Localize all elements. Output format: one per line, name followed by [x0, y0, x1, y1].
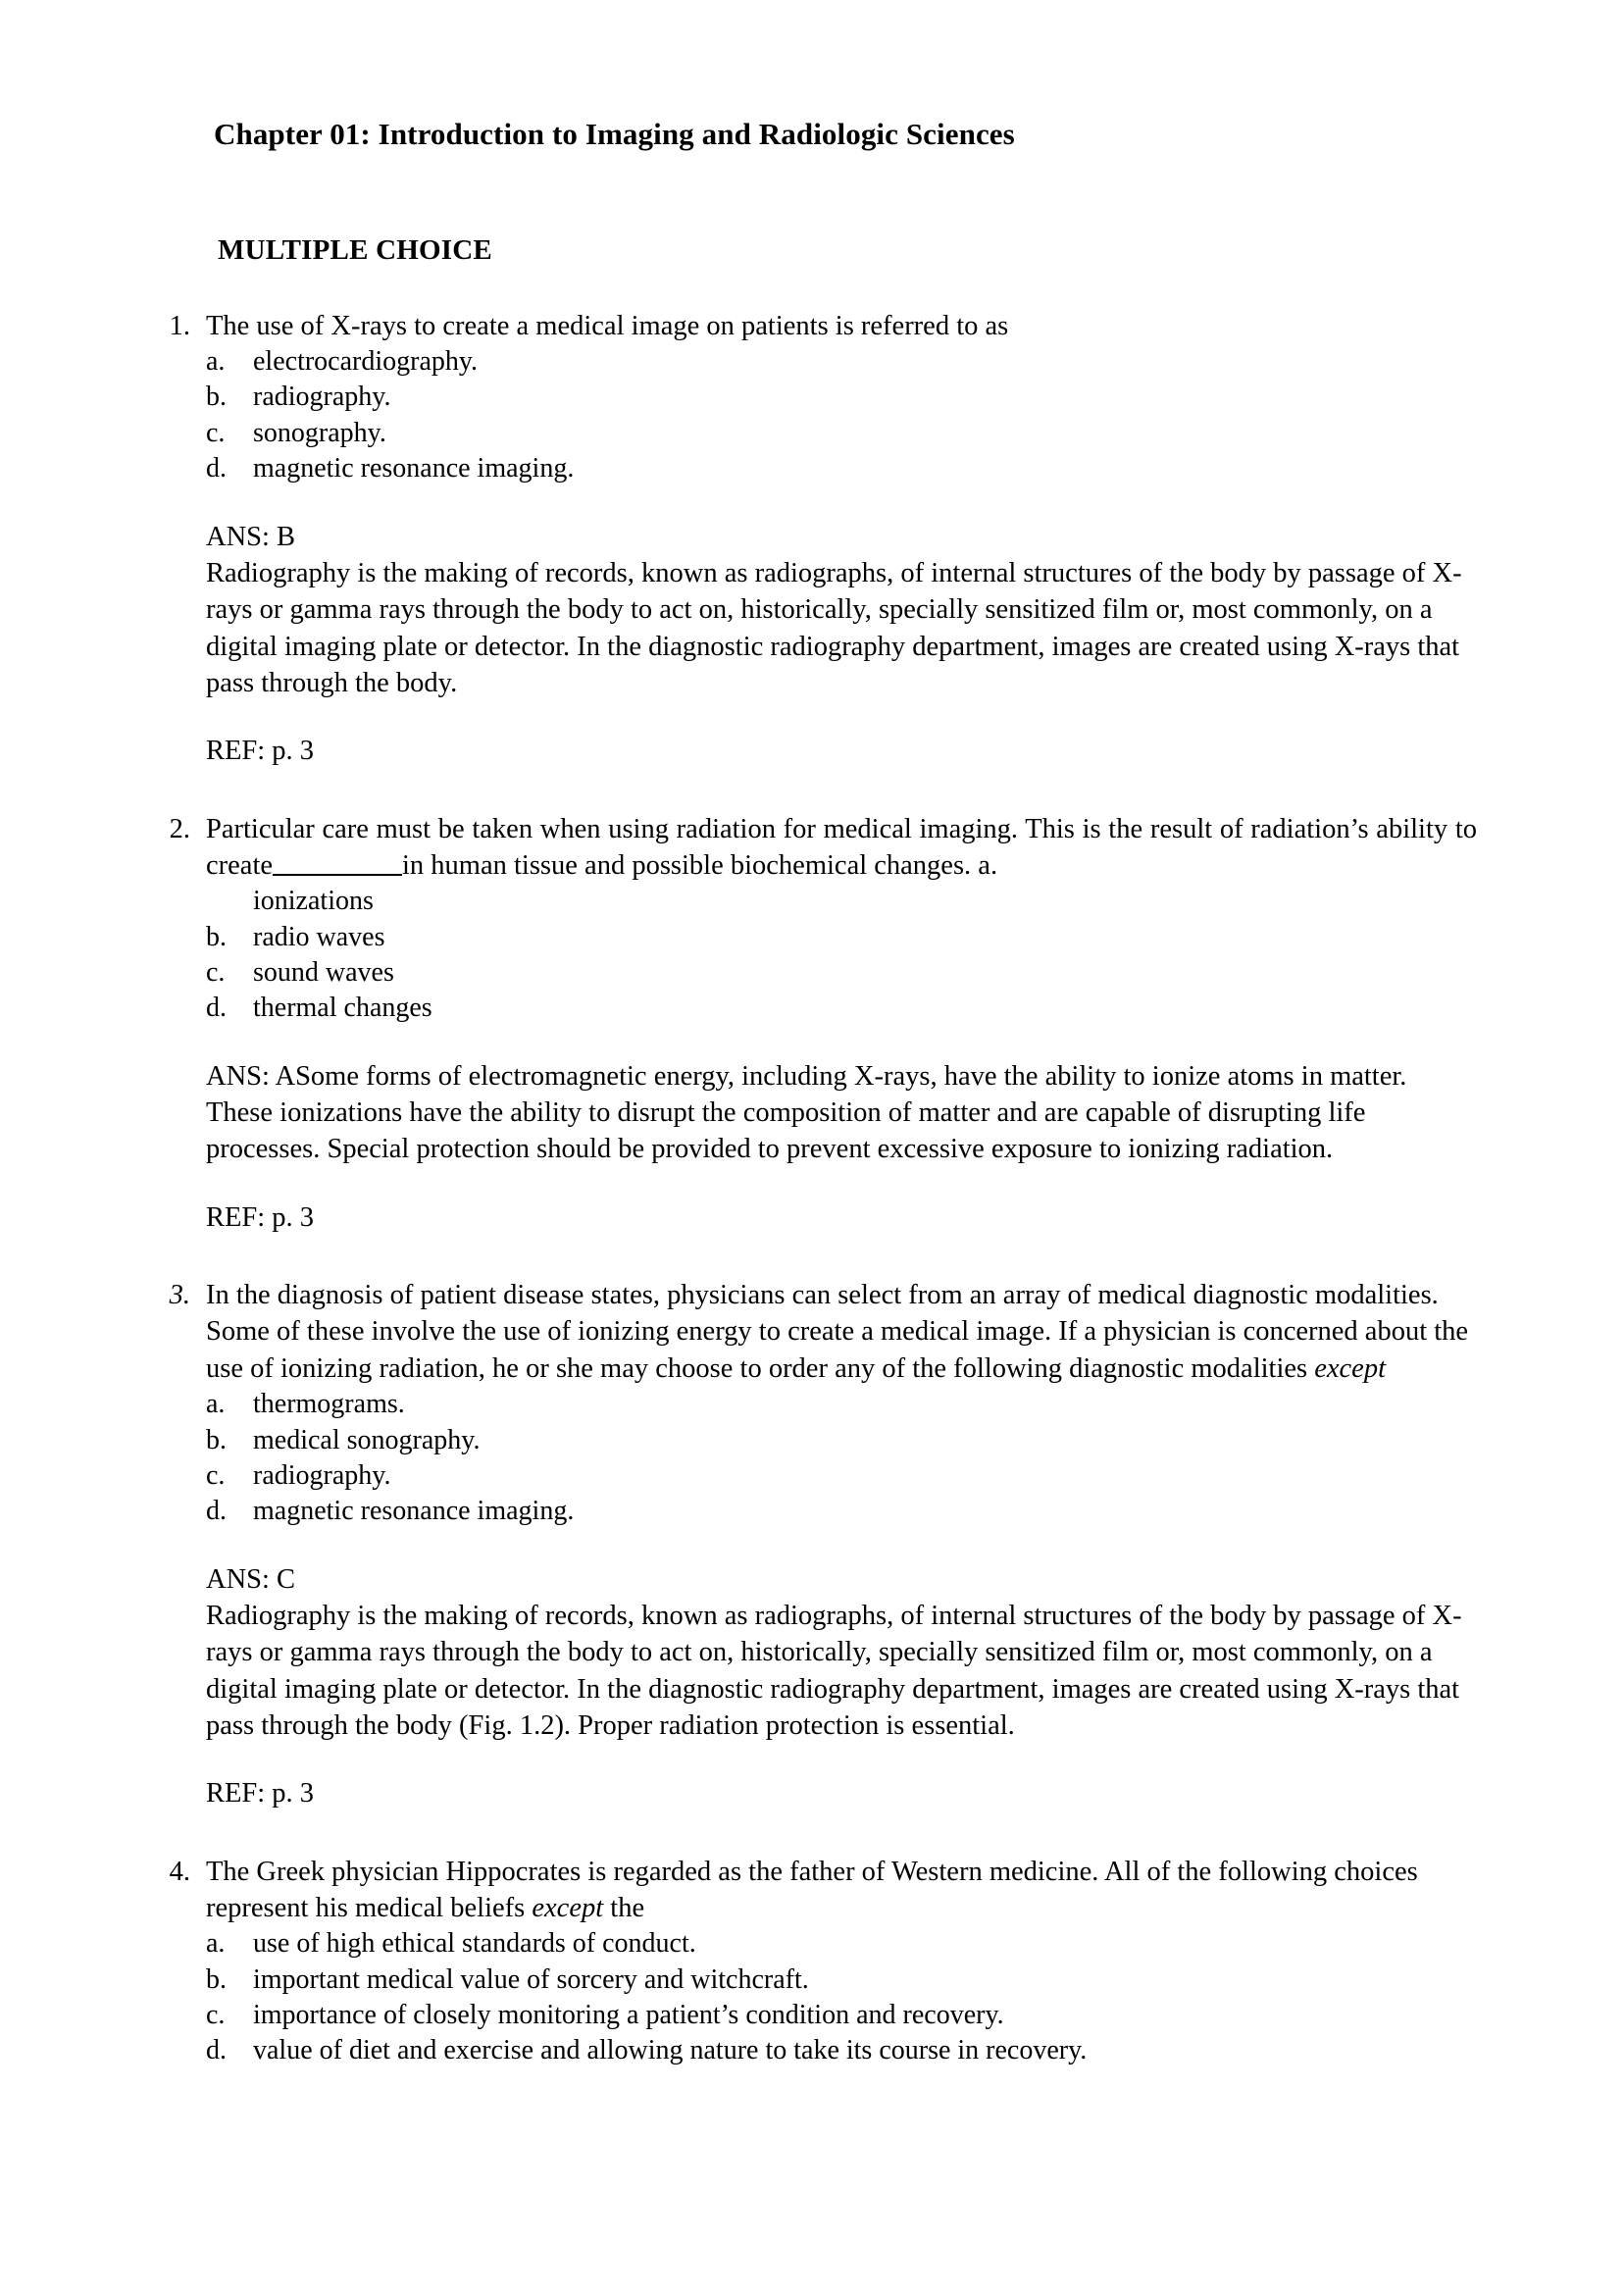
question-text-2 [206, 811, 1477, 885]
question-block-1 [147, 308, 1477, 770]
choice-item[interactable] [206, 1963, 1477, 1998]
choice-item[interactable] [206, 416, 1477, 451]
choice-text: thermograms. [253, 1389, 405, 1420]
choice-letter: c. [206, 417, 226, 448]
question-block-3 [147, 1277, 1477, 1812]
answer-body-2: ANS: ASome forms of electromagnetic energy, including X-rays, have the ability to ionize atoms in matter. These ionizations have the ability to disrupt the composition of matter and are capable of disrupting life processes. Special protection should be provided to prevent excessive exposure to ionizing radiation. [206, 1060, 1407, 1165]
question-stem-4 [147, 1854, 1477, 1927]
choice-letter: c. [206, 957, 226, 989]
choice-text: use of high ethical standards of conduct. [253, 1928, 696, 1960]
choice-list-1 [206, 344, 1477, 487]
choice-text: thermal changes [253, 993, 432, 1024]
question-number-3: 3. [169, 1280, 190, 1311]
choice-letter: c. [206, 1459, 226, 1491]
choice-letter: b. [206, 382, 227, 413]
choice-text: magnetic resonance imaging. [253, 453, 575, 484]
choice-text: sound waves [253, 957, 394, 989]
section-heading: MULTIPLE CHOICE [218, 233, 492, 266]
choice-letter: a. [206, 1928, 226, 1960]
choice-text: magnetic resonance imaging. [253, 1496, 575, 1527]
choice-item[interactable] [206, 344, 1477, 380]
choice-text: important medical value of sorcery and witchcraft. [253, 1963, 809, 1995]
choice-letter: b. [206, 1424, 227, 1455]
question-text-4-before: The Greek physician Hippocrates is regarded as the father of Western medicine. All of the following choices represent his medical beliefs [206, 1856, 1418, 1923]
question-text-4-after: the [603, 1892, 645, 1923]
choice-text: value of diet and exercise and allowing nature to take its course in recovery. [253, 2035, 1088, 2066]
choice-list-3 [206, 1387, 1477, 1530]
reference-line-2: REF: p. 3 [206, 1201, 315, 1233]
question-text-4 [206, 1854, 1477, 1927]
reference-line-3: REF: p. 3 [206, 1778, 315, 1810]
choice-item[interactable] [206, 920, 1477, 955]
choice-list-4 [206, 1926, 1477, 2069]
choice-text: sonography. [253, 417, 386, 448]
question-text-1: The use of X-rays to create a medical image on patients is referred to as [206, 310, 1009, 341]
reference-line-1: REF: p. 3 [206, 736, 315, 767]
choice-letter: d. [206, 453, 227, 484]
page-title: Chapter 01: Introduction to Imaging and Radiologic Sciences [214, 117, 1015, 151]
question-block-4 [147, 1854, 1477, 2069]
choice-item[interactable] [206, 1423, 1477, 1458]
answer-label-1: ANS: B [206, 521, 296, 552]
question-block-2 [147, 811, 1477, 1237]
choice-item[interactable] [206, 1494, 1477, 1529]
question-text-3 [206, 1277, 1477, 1387]
choice-item[interactable] [206, 955, 1477, 991]
answer-block-1 [206, 519, 1477, 702]
choice-text: radiography. [253, 382, 391, 413]
question-stem-2 [147, 811, 1477, 885]
question-number-2: 2. [169, 813, 190, 844]
question-text-2-part2: in human tissue and possible biochemical changes. a. [402, 849, 998, 881]
choice-item[interactable] [206, 1998, 1477, 2033]
choice-item[interactable] [206, 2033, 1477, 2068]
answer-body-1: Radiography is the making of records, known as radiographs, of internal structures of the body by passage of X-rays or gamma rays through the body to act on, historically, specially sensitized film or, most commonly, on a digital imaging plate or detector. In the diagnostic radiography department, images are created using X-rays that pass through the body. [206, 557, 1462, 698]
choice-text: electrocardiography. [253, 346, 479, 378]
choice-letter: c. [206, 2000, 226, 2031]
choice-list-2 [206, 884, 1477, 1027]
choice-item[interactable] [206, 380, 1477, 415]
choice-item[interactable] [206, 1458, 1477, 1494]
question-text-2-part1: Particular care must be taken when using radiation for medical imaging. This is the result of radiation’s ability to create [206, 813, 1477, 881]
choice-item[interactable] [206, 991, 1477, 1026]
question-text-3-before: In the diagnosis of patient disease states, physicians can select from an array of medical diagnostic modalities. Some of these involve the use of ionizing energy to create a medical image. If a physician is concerned about the use of ionizing radiation, he or she may choose to order any of the following diagnostic modalities [206, 1280, 1469, 1384]
choice-text: radio waves [253, 921, 385, 952]
choice-letter: d. [206, 993, 227, 1024]
answer-body-3: Radiography is the making of records, known as radiographs, of internal structures of the body by passage of X-rays or gamma rays through the body to act on, historically, specially sensitized film or, most commonly, on a digital imaging plate or detector. In the diagnostic radiography department, images are created using X-rays that pass through the body (Fig. 1.2). Proper radiation protection is essential. [206, 1601, 1462, 1741]
question-number-4: 4. [169, 1856, 190, 1887]
choice-letter: a. [206, 346, 226, 378]
choice-item[interactable] [206, 1387, 1477, 1422]
fill-in-blank[interactable] [273, 874, 402, 876]
answer-block-3 [206, 1561, 1477, 1745]
choice-item[interactable] [206, 884, 1477, 919]
choice-text: importance of closely monitoring a patient’s condition and recovery. [253, 2000, 1004, 2031]
choice-letter: b. [206, 1963, 227, 1995]
choice-item[interactable] [206, 451, 1477, 486]
choice-letter: d. [206, 2035, 227, 2066]
choice-letter: a. [206, 1389, 226, 1420]
choice-letter: b. [206, 921, 227, 952]
choice-letter: d. [206, 1496, 227, 1527]
question-stem-3 [147, 1277, 1477, 1387]
choice-text: radiography. [253, 1459, 391, 1491]
question-text-3-emphasis: except [1314, 1352, 1387, 1384]
choice-text: ionizations [253, 886, 374, 917]
choice-item[interactable] [206, 1926, 1477, 1962]
answer-block-2 [206, 1058, 1477, 1168]
answer-label-3: ANS: C [206, 1563, 296, 1595]
question-stem-1 [147, 308, 1477, 344]
question-number-1: 1. [169, 310, 190, 341]
question-text-4-emphasis: except [532, 1892, 604, 1923]
choice-text: medical sonography. [253, 1424, 481, 1455]
